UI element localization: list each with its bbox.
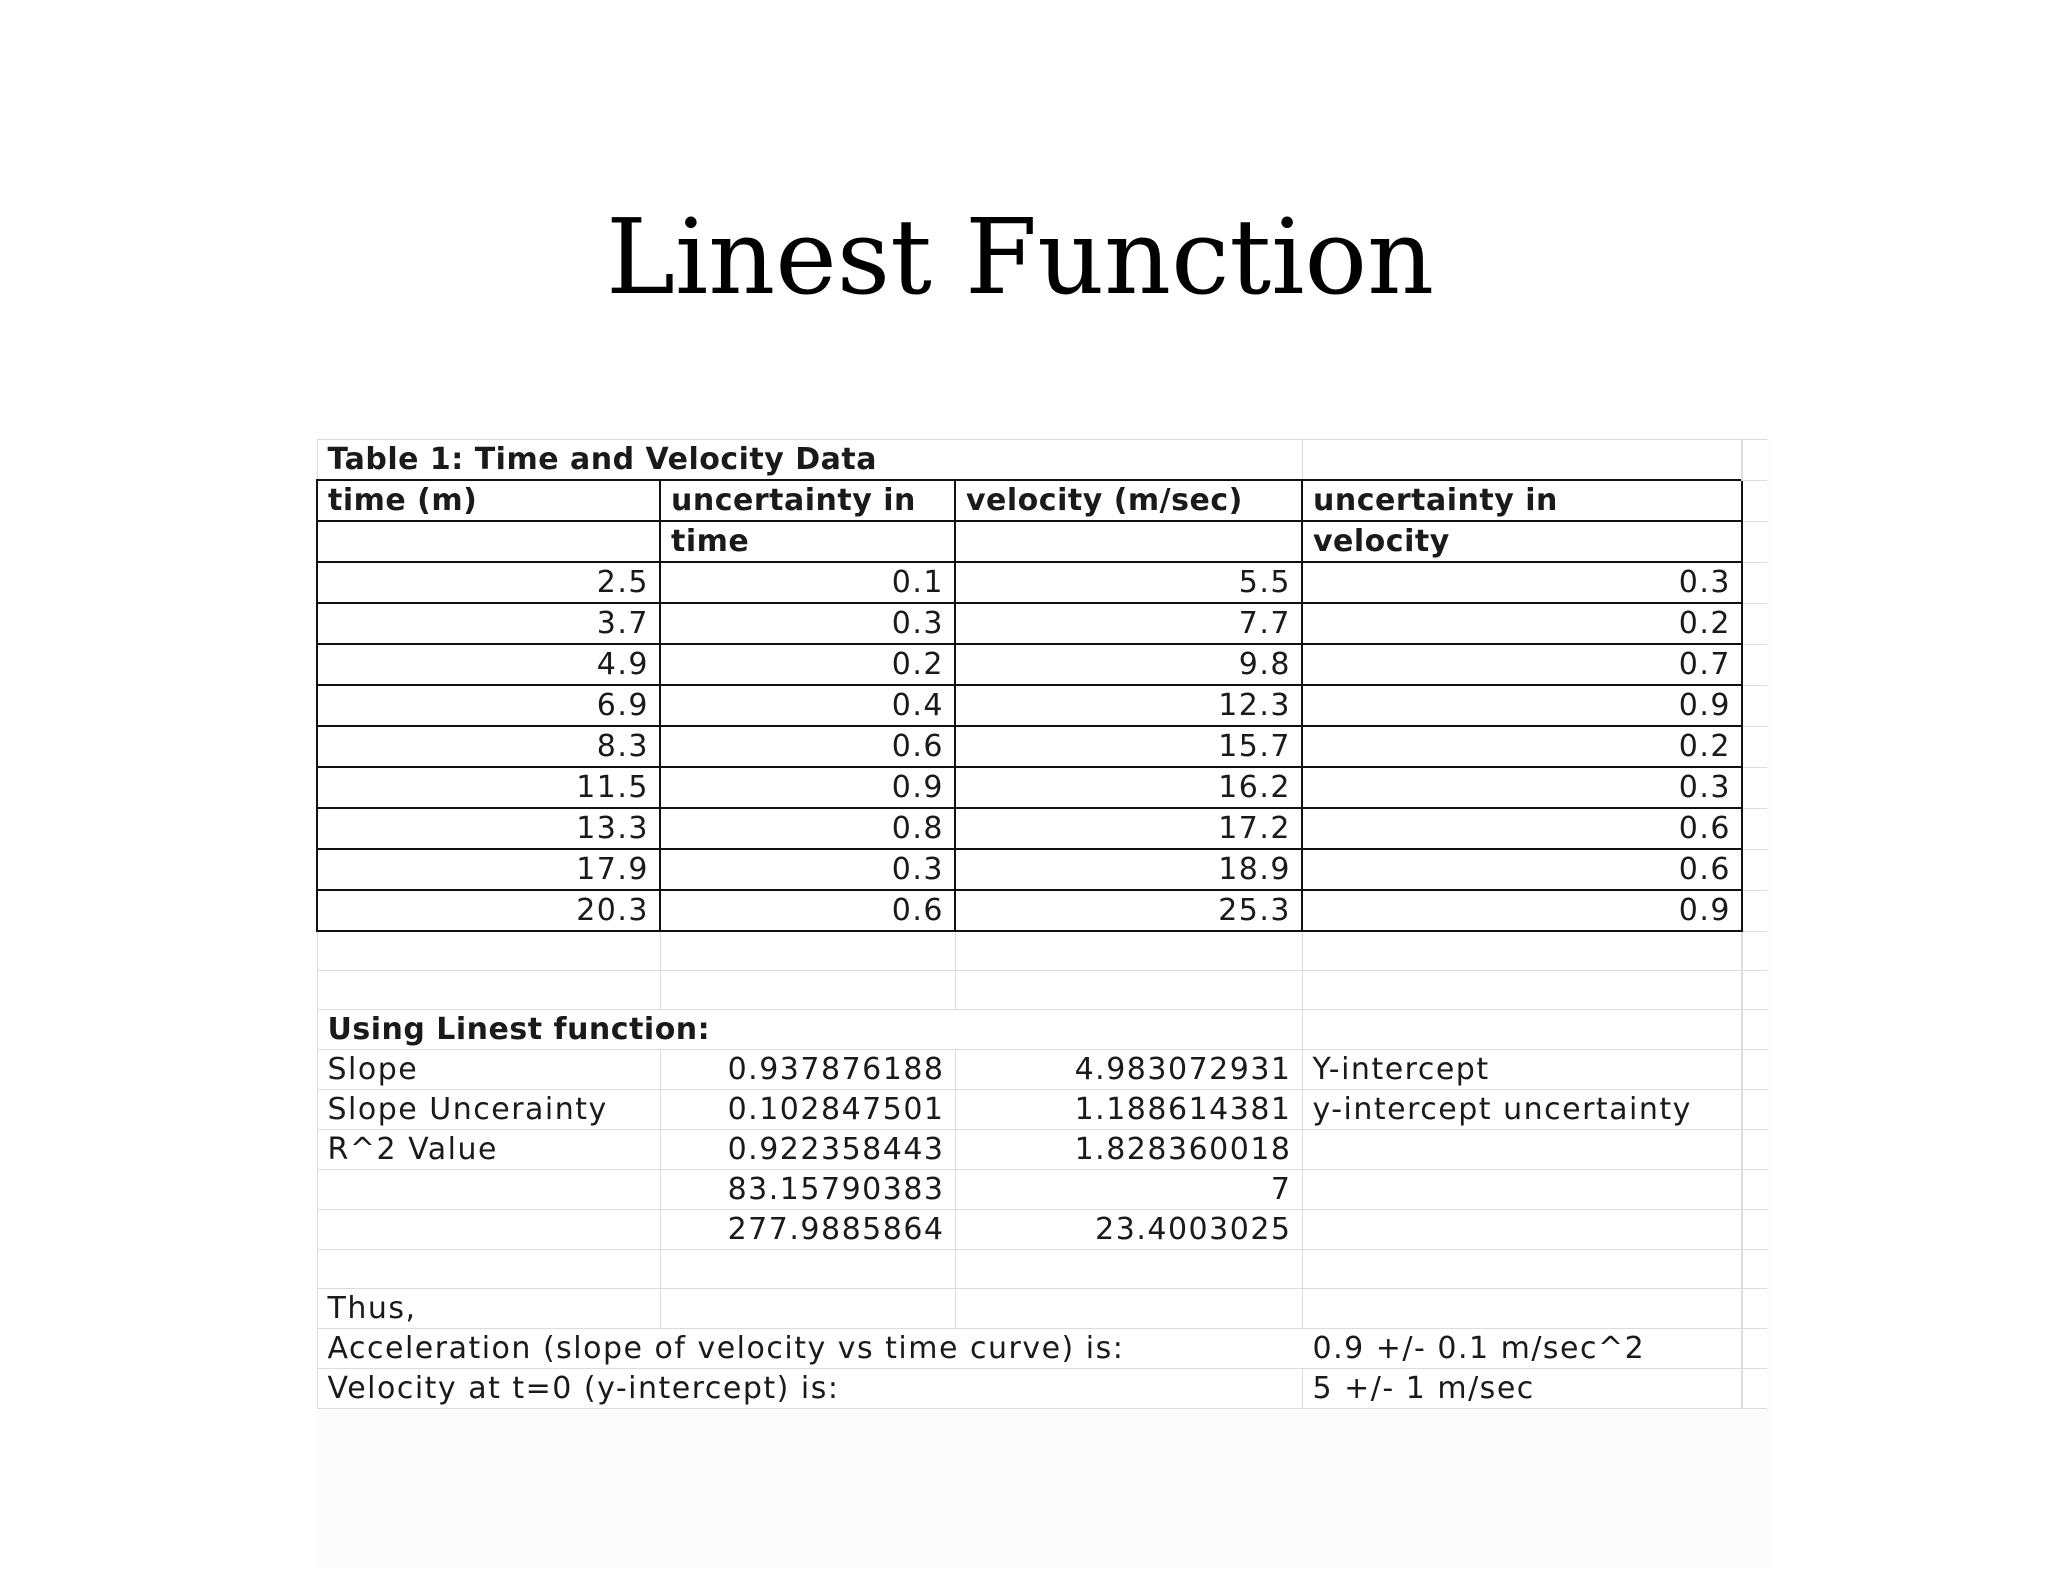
linest-row	[317, 1169, 1767, 1209]
velocity-uncertainty-cell[interactable]: 0.7	[1302, 644, 1742, 685]
time-cell[interactable]: 3.7	[317, 603, 660, 644]
velocity-uncertainty-cell[interactable]: 0.3	[1302, 767, 1742, 808]
grid-cell[interactable]	[660, 1288, 955, 1328]
linest-value[interactable]: 7	[955, 1169, 1302, 1209]
conclusion-row	[317, 1368, 1767, 1408]
grid-cell[interactable]	[1742, 1368, 1767, 1408]
time-cell[interactable]: 20.3	[317, 890, 660, 931]
grid-cell[interactable]	[660, 1249, 955, 1288]
linest-label[interactable]	[1302, 1129, 1742, 1169]
velocity-uncertainty-cell[interactable]: 0.3	[1302, 562, 1742, 603]
header-row	[317, 480, 1767, 521]
linest-row	[317, 1049, 1767, 1089]
grid-cell[interactable]	[317, 931, 660, 970]
table-caption[interactable]: Table 1: Time and Velocity Data	[317, 440, 955, 481]
grid-cell[interactable]	[1742, 521, 1767, 562]
table-row	[317, 890, 1767, 931]
velocity-cell[interactable]: 17.2	[955, 808, 1302, 849]
grid-cell[interactable]	[1742, 849, 1767, 890]
velocity-uncertainty-cell[interactable]: 0.6	[1302, 808, 1742, 849]
header-cell[interactable]	[955, 521, 1302, 562]
header-cell[interactable]: uncertainty in	[660, 480, 955, 521]
table-row	[317, 808, 1767, 849]
linest-value[interactable]: 23.4003025	[955, 1209, 1302, 1249]
time-cell[interactable]: 13.3	[317, 808, 660, 849]
table-row	[317, 562, 1767, 603]
grid-cell[interactable]	[1302, 1249, 1742, 1288]
linest-value[interactable]: 0.937876188	[660, 1049, 955, 1089]
grid-cell[interactable]	[955, 1249, 1302, 1288]
velocity-cell[interactable]: 5.5	[955, 562, 1302, 603]
linest-label[interactable]: Y-intercept	[1302, 1049, 1742, 1089]
velocity-cell[interactable]: 18.9	[955, 849, 1302, 890]
velocity-uncertainty-cell[interactable]: 0.6	[1302, 849, 1742, 890]
grid-cell[interactable]	[1302, 931, 1742, 970]
grid-cell[interactable]	[955, 440, 1302, 481]
time-uncertainty-cell[interactable]: 0.3	[660, 603, 955, 644]
grid-cell[interactable]	[1742, 1169, 1767, 1209]
header-row	[317, 521, 1767, 562]
grid-cell[interactable]	[1742, 562, 1767, 603]
grid-cell[interactable]	[1742, 480, 1767, 521]
grid-cell[interactable]	[955, 1368, 1302, 1408]
grid-cell[interactable]	[317, 1249, 660, 1288]
linest-value[interactable]: 0.102847501	[660, 1089, 955, 1129]
linest-value[interactable]: 83.15790383	[660, 1169, 955, 1209]
velocity-cell[interactable]: 16.2	[955, 767, 1302, 808]
grid-cell[interactable]	[955, 1009, 1302, 1049]
linest-label[interactable]: Slope	[317, 1049, 660, 1089]
grid-cell[interactable]	[1742, 644, 1767, 685]
table-row	[317, 644, 1767, 685]
empty-row	[317, 1249, 1767, 1288]
velocity-uncertainty-cell[interactable]: 0.2	[1302, 603, 1742, 644]
linest-value[interactable]: 0.922358443	[660, 1129, 955, 1169]
grid-cell[interactable]	[1742, 1049, 1767, 1089]
slide-title: Linest Function	[605, 196, 1435, 318]
grid-cell[interactable]	[660, 931, 955, 970]
time-uncertainty-cell[interactable]: 0.1	[660, 562, 955, 603]
table-row	[317, 849, 1767, 890]
grid-cell[interactable]	[1742, 726, 1767, 767]
grid-cell[interactable]	[1302, 1288, 1742, 1328]
grid-cell[interactable]	[1742, 1209, 1767, 1249]
time-cell[interactable]: 11.5	[317, 767, 660, 808]
grid-cell[interactable]	[1742, 1288, 1767, 1328]
grid-cell[interactable]	[955, 1288, 1302, 1328]
header-cell[interactable]: velocity	[1302, 521, 1742, 562]
grid-cell[interactable]	[1742, 1009, 1767, 1049]
linest-value[interactable]: 4.983072931	[955, 1049, 1302, 1089]
velocity-cell[interactable]: 12.3	[955, 685, 1302, 726]
grid-cell[interactable]	[660, 970, 955, 1009]
grid-cell[interactable]	[1742, 440, 1767, 481]
linest-label[interactable]	[1302, 1169, 1742, 1209]
time-uncertainty-cell[interactable]: 0.9	[660, 767, 955, 808]
time-uncertainty-cell[interactable]: 0.2	[660, 644, 955, 685]
time-cell[interactable]: 17.9	[317, 849, 660, 890]
grid-cell[interactable]	[1742, 767, 1767, 808]
time-cell[interactable]: 4.9	[317, 644, 660, 685]
linest-value[interactable]: 1.188614381	[955, 1089, 1302, 1129]
linest-label[interactable]	[317, 1169, 660, 1209]
linest-value[interactable]: 277.9885864	[660, 1209, 955, 1249]
linest-label[interactable]: y-intercept uncertainty	[1302, 1089, 1742, 1129]
table-row	[317, 603, 1767, 644]
time-uncertainty-cell[interactable]: 0.4	[660, 685, 955, 726]
acceleration-label[interactable]: Acceleration (slope of velocity vs time curve) is:	[317, 1328, 1302, 1368]
time-uncertainty-cell[interactable]: 0.6	[660, 726, 955, 767]
grid-cell[interactable]	[1742, 1089, 1767, 1129]
table-row	[317, 767, 1767, 808]
time-uncertainty-cell[interactable]: 0.3	[660, 849, 955, 890]
empty-row	[317, 970, 1767, 1009]
grid-cell[interactable]	[1742, 890, 1767, 931]
velocity-cell[interactable]: 25.3	[955, 890, 1302, 931]
acceleration-value[interactable]: 0.9 +/- 0.1 m/sec^2	[1302, 1328, 1742, 1368]
velocity-uncertainty-cell[interactable]: 0.9	[1302, 685, 1742, 726]
grid-cell[interactable]	[1742, 1328, 1767, 1368]
velocity-cell[interactable]: 9.8	[955, 644, 1302, 685]
grid-cell[interactable]	[1742, 970, 1767, 1009]
linest-label[interactable]	[317, 1209, 660, 1249]
thus-label[interactable]: Thus,	[317, 1288, 660, 1328]
velocity-cell[interactable]: 15.7	[955, 726, 1302, 767]
conclusion-row	[317, 1288, 1767, 1328]
linest-value[interactable]: 1.828360018	[955, 1129, 1302, 1169]
grid-cell[interactable]	[317, 970, 660, 1009]
linest-label[interactable]: R^2 Value	[317, 1129, 660, 1169]
grid-cell[interactable]	[955, 931, 1302, 970]
time-uncertainty-cell[interactable]: 0.8	[660, 808, 955, 849]
linest-row	[317, 1209, 1767, 1249]
grid-cell[interactable]	[1742, 931, 1767, 970]
velocity-label[interactable]: Velocity at t=0 (y-intercept) is:	[317, 1368, 955, 1408]
header-cell[interactable]: time	[660, 521, 955, 562]
linest-heading-row	[317, 1009, 1767, 1049]
grid-cell[interactable]	[1742, 603, 1767, 644]
header-cell[interactable]: uncertainty in	[1302, 480, 1742, 521]
linest-label[interactable]: Slope Uncerainty	[317, 1089, 660, 1129]
conclusion-row	[317, 1328, 1767, 1368]
time-cell[interactable]: 8.3	[317, 726, 660, 767]
time-cell[interactable]: 2.5	[317, 562, 660, 603]
grid-cell[interactable]	[955, 970, 1302, 1009]
grid-cell[interactable]	[1302, 440, 1742, 481]
header-cell[interactable]	[317, 521, 660, 562]
table-row	[317, 726, 1767, 767]
linest-row	[317, 1129, 1767, 1169]
grid-cell[interactable]	[1302, 970, 1742, 1009]
linest-label[interactable]	[1302, 1209, 1742, 1249]
spreadsheet-grid	[316, 439, 1767, 1409]
grid-cell[interactable]	[1742, 685, 1767, 726]
grid-cell[interactable]	[1302, 1009, 1742, 1049]
grid-body	[317, 440, 1767, 1409]
time-uncertainty-cell[interactable]: 0.6	[660, 890, 955, 931]
velocity-uncertainty-cell[interactable]: 0.2	[1302, 726, 1742, 767]
velocity-cell[interactable]: 7.7	[955, 603, 1302, 644]
velocity-value[interactable]: 5 +/- 1 m/sec	[1302, 1368, 1742, 1408]
header-cell[interactable]: time (m)	[317, 480, 660, 521]
time-cell[interactable]: 6.9	[317, 685, 660, 726]
velocity-uncertainty-cell[interactable]: 0.9	[1302, 890, 1742, 931]
caption-row	[317, 440, 1767, 481]
empty-row	[317, 931, 1767, 970]
header-cell[interactable]: velocity (m/sec)	[955, 480, 1302, 521]
table-row	[317, 685, 1767, 726]
linest-heading[interactable]: Using Linest function:	[317, 1009, 955, 1049]
linest-row	[317, 1089, 1767, 1129]
grid-cell[interactable]	[1742, 1129, 1767, 1169]
grid-cell[interactable]	[1742, 1249, 1767, 1288]
grid-cell[interactable]	[1742, 808, 1767, 849]
